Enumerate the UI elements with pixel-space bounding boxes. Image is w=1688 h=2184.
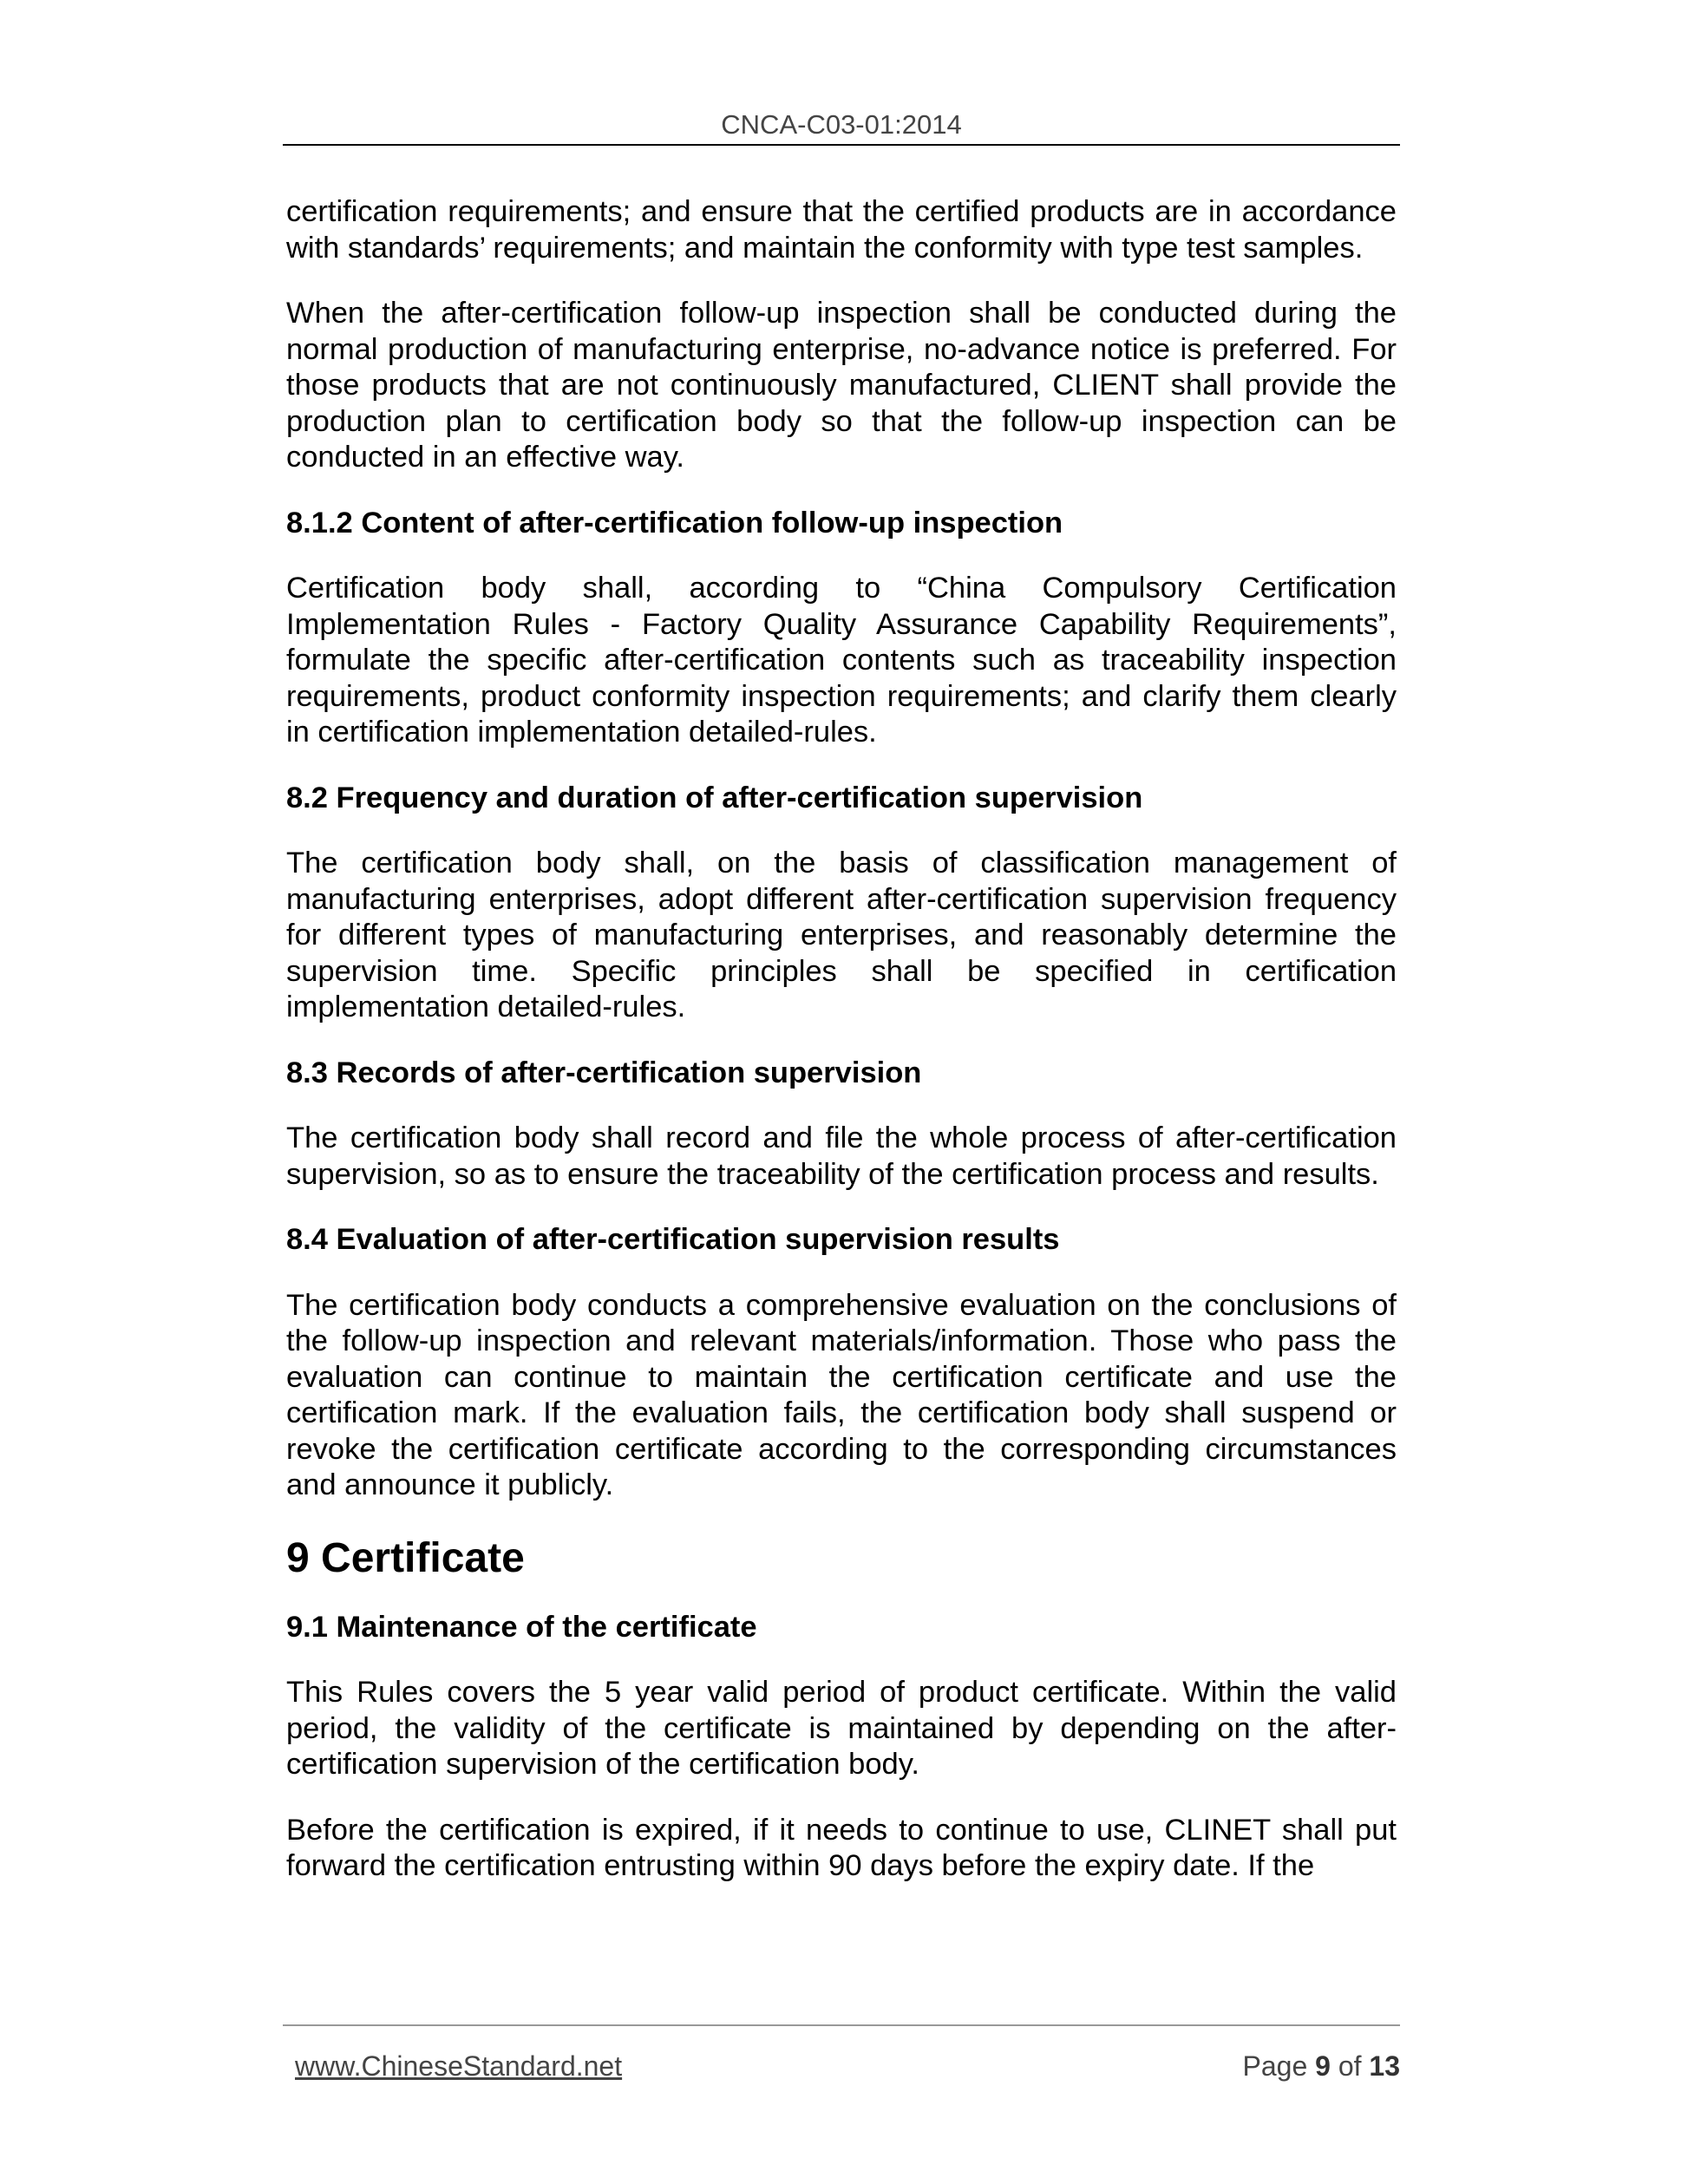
heading-9-1: 9.1 Maintenance of the certificate bbox=[286, 1610, 757, 1644]
paragraph-supervision-frequency: The certification body shall, on the basis of classification management of manufacturing enterprises, adopt different after-certification supervision frequency for different types of manufacturing enterprises, and reasonably determine the supervision time. Specific principles shall be specified in certification implementation detailed-rules. bbox=[286, 847, 1397, 1023]
page-total: 13 bbox=[1369, 2050, 1400, 2082]
heading-8-3: 8.3 Records of after-certification supervision bbox=[286, 1056, 922, 1089]
paragraph-supervision-records: The certification body shall record and file the whole process of after-certification supervision, so as to ensure the traceability of the certification process and results. bbox=[286, 1121, 1397, 1191]
heading-8-2: 8.2 Frequency and duration of after-certification supervision bbox=[286, 781, 1143, 814]
paragraph-inspection-content: Certification body shall, according to “China Compulsory Certification Implementation Rules - Factory Quality Assurance Capability Requirements”, formulate the specific after-certification contents such as traceability inspection requirements, product conformity inspection requirements; and clarify them clearly in certification implementation detailed-rules. bbox=[286, 572, 1397, 749]
website-link[interactable]: www.ChineseStandard.net bbox=[295, 2050, 623, 2082]
paragraph-continuation: certification requirements; and ensure that the certified products are in accordance with standards’ requirements; and maintain the conformity with type test samples. bbox=[286, 195, 1397, 265]
page-content bbox=[286, 194, 1397, 1914]
heading-9-certificate: 9 Certificate bbox=[286, 1534, 525, 1581]
paragraph-certificate-validity: This Rules covers the 5 year valid period of product certificate. Within the valid period, the validity of the certificate is maintained by depending on the after-certification supervision of the certification body. bbox=[286, 1676, 1397, 1781]
paragraph-follow-up-timing: When the after-certification follow-up inspection shall be conducted during the normal production of manufacturing enterprise, no-advance notice is preferred. For those products that are not continuously manufactured, CLIENT shall provide the production plan to certification body so that the follow-up inspection can be conducted in an effective way. bbox=[286, 297, 1397, 474]
heading-8-4: 8.4 Evaluation of after-certification supervision results bbox=[286, 1223, 1060, 1256]
paragraph-certificate-renewal: Before the certification is expired, if it needs to continue to use, CLINET shall put forward the certification entrusting within 90 days before the expiry date. If the bbox=[286, 1813, 1397, 1882]
heading-8-1-2: 8.1.2 Content of after-certification follow-up inspection bbox=[286, 506, 1063, 539]
footer-divider bbox=[283, 2024, 1400, 2026]
header-divider bbox=[283, 144, 1400, 146]
paragraph-evaluation-results: The certification body conducts a comprehensive evaluation on the conclusions of the follow-up inspection and relevant materials/information. Those who pass the evaluation can continue to maintain the certification certificate and use the certification mark. If the evaluation fails, the certification body shall suspend or revoke the certification certificate according to the corresponding circumstances and announce it publicly. bbox=[286, 1288, 1397, 1501]
page-of-word: of bbox=[1338, 2050, 1362, 2082]
page-current: 9 bbox=[1315, 2050, 1331, 2082]
page-number bbox=[1243, 2050, 1400, 2083]
document-code-header: CNCA-C03-01:2014 bbox=[721, 109, 962, 140]
page-word: Page bbox=[1242, 2050, 1308, 2082]
